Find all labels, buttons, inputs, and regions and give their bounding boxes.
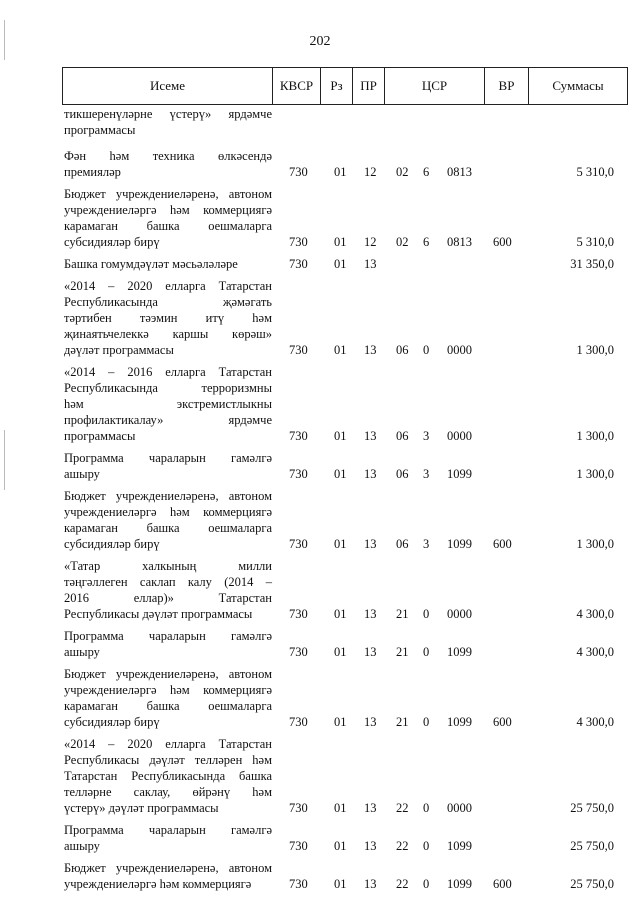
cell-kvsr: 730 [289,257,308,271]
cell-rz: 01 [334,429,347,443]
cell-pr: 13 [364,257,377,271]
description-line: субсидияләр бирү [64,537,160,551]
table-row [0,364,640,444]
cell-kvsr: 730 [289,537,308,551]
description-line: ашыру [64,839,100,853]
description-line: Башка гомумдәүләт мәсьәләләре [64,257,238,271]
cell-rz: 01 [334,839,347,853]
header-kvsr: КВСР [273,68,321,104]
page-number: 202 [309,34,331,49]
description-line: программасы [64,429,136,443]
description-line: Программа чараларын гамәлгә [64,629,272,643]
cell-rz: 01 [334,877,347,891]
description-line: Бюджет учреждениеләренә, автоном [64,489,272,503]
cell-csr2: 0 [423,607,430,621]
cell-rz: 01 [334,645,347,659]
cell-csr3: 1099 [447,839,472,853]
cell-rz: 01 [334,801,347,815]
cell-kvsr: 730 [289,235,308,249]
description-line: учреждениеләргә һәм коммерциягә [64,683,272,697]
cell-vr: 600 [493,877,512,891]
cell-vr: 600 [493,235,512,249]
description-line: учреждениеләргә һәм коммерциягә [64,203,272,217]
description-line: Республикасында җәмәгать [64,295,272,309]
cell-vr: 600 [493,715,512,729]
description-line: тикшеренүләрне үстерү» ярдәмче [64,107,272,121]
table-row [0,186,640,250]
description-line: субсидияләр бирү [64,235,160,249]
cell-rz: 01 [334,235,347,249]
table-row [0,822,640,854]
cell-csr2: 3 [423,429,430,443]
cell-sum: 1 300,0 [576,343,614,357]
cell-sum: 1 300,0 [576,467,614,481]
header-rz: Рз [321,68,353,104]
table-row [0,106,640,138]
description-line: «2014 – 2016 елларга Татарстан [64,365,272,379]
cell-csr3: 1099 [447,715,472,729]
table-row [0,736,640,816]
description-line: Республикасы дәүләт программасы [64,607,253,621]
cell-rz: 01 [334,165,347,179]
table-row [0,278,640,358]
cell-csr1: 06 [396,537,409,551]
table-header [62,67,628,105]
cell-rz: 01 [334,343,347,357]
cell-pr: 13 [364,467,377,481]
cell-rz: 01 [334,607,347,621]
cell-sum: 4 300,0 [576,607,614,621]
description-line: Программа чараларын гамәлгә [64,823,272,837]
description-line: премияләр [64,165,121,179]
header-sum: Суммасы [552,78,604,93]
cell-rz: 01 [334,537,347,551]
cell-sum: 25 750,0 [570,801,614,815]
row-description [64,628,272,660]
cell-sum: 25 750,0 [570,839,614,853]
description-line: Татарстан Республикасында башка [64,769,272,783]
cell-csr1: 06 [396,429,409,443]
row-description [64,278,272,358]
cell-kvsr: 730 [289,839,308,853]
cell-csr1: 21 [396,645,409,659]
description-line: Республикасы дәүләт телләрен һәм [64,753,272,767]
row-description [64,106,272,138]
cell-kvsr: 730 [289,467,308,481]
description-line: 2016 еллар)» Татарстан [64,591,272,605]
cell-csr1: 06 [396,467,409,481]
description-line: Республикасында терроризмны [64,381,272,395]
cell-sum: 1 300,0 [576,537,614,551]
header-vr: ВР [485,68,529,104]
cell-kvsr: 730 [289,645,308,659]
cell-pr: 13 [364,877,377,891]
description-line: карамаган башка оешмаларга [64,699,272,713]
table-row [0,628,640,660]
description-line: Бюджет учреждениеләренә, автоном [64,861,272,875]
row-description [64,186,272,250]
cell-csr3: 1099 [447,537,472,551]
cell-pr: 13 [364,645,377,659]
cell-csr2: 0 [423,839,430,853]
cell-csr3: 0000 [447,343,472,357]
cell-kvsr: 730 [289,801,308,815]
cell-csr3: 0000 [447,607,472,621]
row-description [64,148,272,180]
cell-vr: 600 [493,537,512,551]
description-line: үстерү» дәүләт программасы [64,801,219,815]
description-line: җинаятьчелеккә каршы көрәш» [64,327,272,341]
cell-csr2: 6 [423,165,430,179]
cell-kvsr: 730 [289,343,308,357]
description-line: учреждениеләргә һәм коммерциягә [64,505,272,519]
cell-sum: 31 350,0 [570,257,614,271]
description-line: телләрне саклау, өйрәнү һәм [64,785,272,799]
header-pr: ПР [353,68,385,104]
cell-csr1: 02 [396,235,409,249]
cell-sum: 5 310,0 [576,235,614,249]
description-line: карамаган башка оешмаларга [64,219,272,233]
cell-kvsr: 730 [289,877,308,891]
row-description [64,488,272,552]
cell-pr: 12 [364,165,377,179]
description-line: тәртибен тәэмин итү һәм [64,311,272,325]
cell-csr2: 3 [423,467,430,481]
cell-csr3: 0813 [447,165,472,179]
cell-csr3: 1099 [447,877,472,891]
cell-csr1: 22 [396,839,409,853]
description-line: программасы [64,123,136,137]
cell-csr1: 06 [396,343,409,357]
cell-rz: 01 [334,715,347,729]
cell-pr: 13 [364,343,377,357]
cell-sum: 4 300,0 [576,715,614,729]
cell-rz: 01 [334,257,347,271]
row-description [64,822,272,854]
description-line: Программа чараларын гамәлгә [64,451,272,465]
description-line: ашыру [64,467,100,481]
cell-sum: 5 310,0 [576,165,614,179]
description-line: «2014 – 2020 елларга Татарстан [64,737,272,751]
cell-csr3: 0000 [447,801,472,815]
row-description [64,558,272,622]
description-line: ашыру [64,645,100,659]
cell-sum: 1 300,0 [576,429,614,443]
row-description [64,860,272,892]
cell-pr: 13 [364,537,377,551]
description-line: Бюджет учреждениеләренә, автоном [64,667,272,681]
cell-csr2: 6 [423,235,430,249]
cell-csr2: 0 [423,801,430,815]
cell-csr1: 22 [396,801,409,815]
cell-csr1: 21 [396,715,409,729]
header-name: Исеме [63,68,273,104]
description-line: учреждениеләргә һәм коммерциягә [64,877,252,891]
cell-pr: 12 [364,235,377,249]
cell-csr2: 3 [423,537,430,551]
description-line: субсидияләр бирү [64,715,160,729]
description-line: дәүләт программасы [64,343,174,357]
cell-kvsr: 730 [289,429,308,443]
cell-pr: 13 [364,429,377,443]
row-description [64,736,272,816]
description-line: профилактикалау» ярдәмче [64,413,272,427]
table-row [0,148,640,180]
cell-csr2: 0 [423,877,430,891]
cell-pr: 13 [364,839,377,853]
table-row [0,450,640,482]
cell-csr3: 1099 [447,645,472,659]
description-line: «Татар халкының милли [64,559,272,573]
table-row [0,666,640,730]
cell-kvsr: 730 [289,165,308,179]
cell-csr2: 0 [423,645,430,659]
cell-pr: 13 [364,715,377,729]
cell-csr1: 22 [396,877,409,891]
cell-kvsr: 730 [289,715,308,729]
cell-pr: 13 [364,801,377,815]
header-csr: ЦСР [385,68,485,104]
row-description [64,364,272,444]
description-line: һәм экстремистлыкны [64,397,272,411]
cell-csr1: 21 [396,607,409,621]
cell-csr1: 02 [396,165,409,179]
cell-csr3: 0000 [447,429,472,443]
description-line: Бюджет учреждениеләренә, автоном [64,187,272,201]
table-body [0,106,640,892]
table-row [0,488,640,552]
cell-pr: 13 [364,607,377,621]
row-description [64,666,272,730]
cell-kvsr: 730 [289,607,308,621]
table-row [0,256,640,272]
cell-rz: 01 [334,467,347,481]
cell-csr2: 0 [423,715,430,729]
description-line: Фән һәм техника өлкәсендә [64,149,272,163]
description-line: тәңгәллеген саклап калу (2014 – [64,575,272,589]
cell-csr3: 1099 [447,467,472,481]
row-description [64,256,272,272]
cell-csr2: 0 [423,343,430,357]
table-row [0,558,640,622]
table-row [0,860,640,892]
description-line: карамаган башка оешмаларга [64,521,272,535]
cell-csr3: 0813 [447,235,472,249]
description-line: «2014 – 2020 елларга Татарстан [64,279,272,293]
row-description [64,450,272,482]
cell-sum: 4 300,0 [576,645,614,659]
cell-sum: 25 750,0 [570,877,614,891]
